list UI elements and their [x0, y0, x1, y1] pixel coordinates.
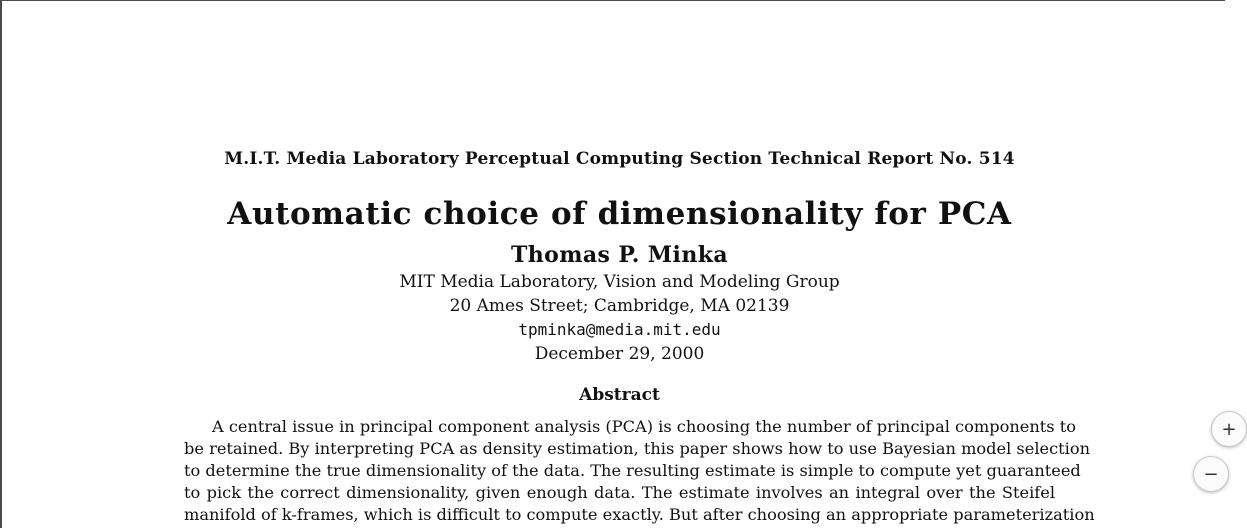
abstract-line: A central issue in principal component analysis (PCA) is choosing the number of principal components to [212, 417, 1076, 436]
author-address: 20 Ames Street; Cambridge, MA 02139 [449, 296, 790, 316]
abstract-heading: Abstract [579, 385, 660, 405]
abstract-body [184, 416, 1095, 526]
zoom-out-button[interactable] [1193, 456, 1229, 492]
abstract-line: manifold of k-frames, which is difficult to compute exactly. But after choosing an appropriate parameterization [184, 505, 1095, 524]
plus-icon: + [1221, 418, 1237, 440]
paper-date: December 29, 2000 [534, 344, 705, 364]
pdf-page [2, 1, 1227, 529]
author-email: tpminka@media.mit.edu [518, 320, 721, 339]
paper-title: Automatic choice of dimensionality for PCA [227, 196, 1012, 232]
minus-icon: − [1203, 463, 1219, 485]
author-name: Thomas P. Minka [510, 242, 729, 268]
report-header: M.I.T. Media Laboratory Perceptual Computing Section Technical Report No. 514 [224, 149, 1015, 169]
abstract-line: to determine the true dimensionality of the data. The resulting estimate is simple to compute yet guaranteed [184, 461, 1081, 480]
abstract-line: to pick the correct dimensionality, given enough data. The estimate involves an integral over the Steifel [184, 483, 1055, 502]
zoom-in-button[interactable] [1211, 411, 1247, 447]
abstract-line: be retained. By interpreting PCA as density estimation, this paper shows how to use Bayesian model selection [184, 439, 1090, 458]
author-affiliation: MIT Media Laboratory, Vision and Modeling Group [399, 272, 840, 292]
